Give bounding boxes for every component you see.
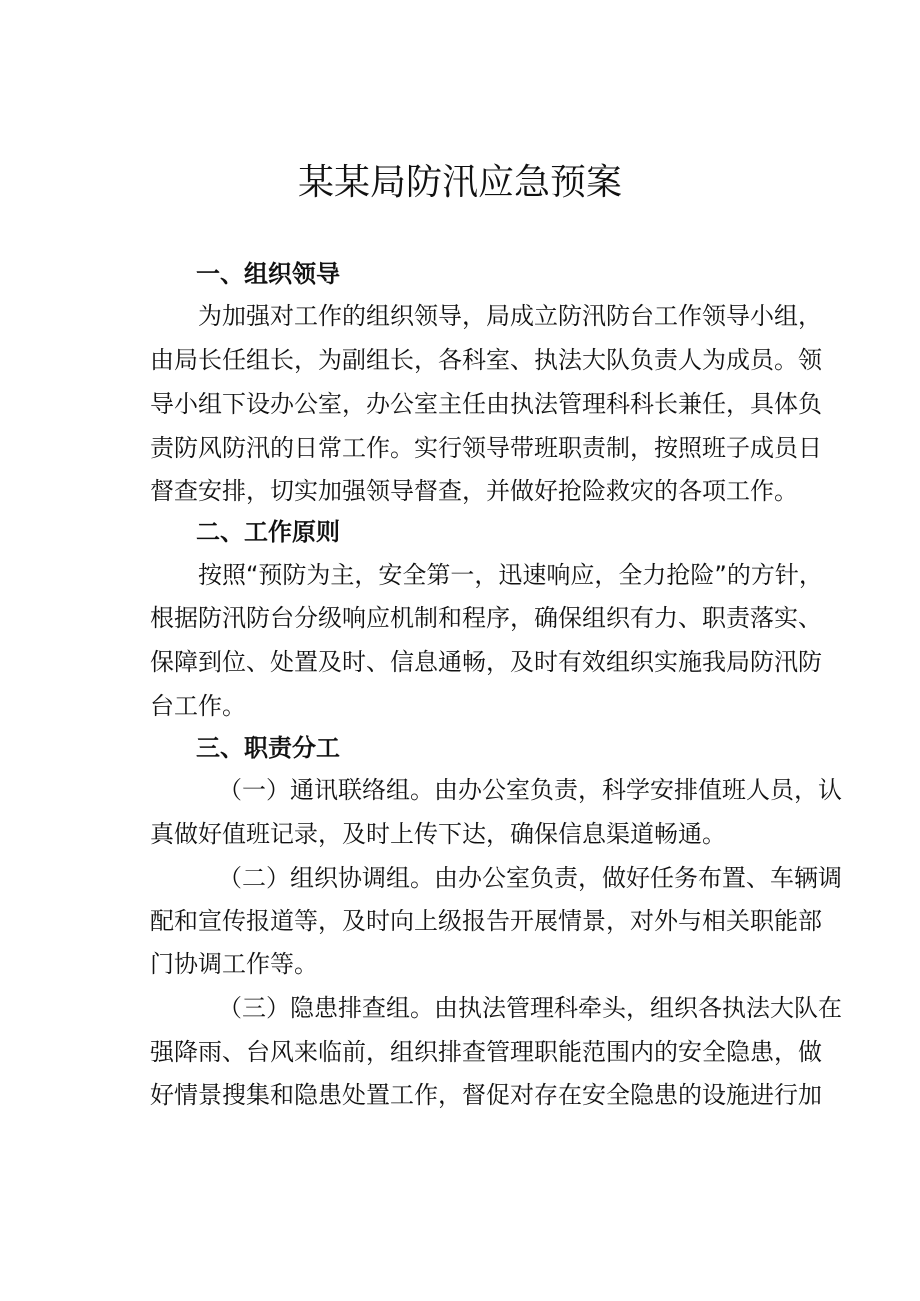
paragraph-line: 导小组下设办公室，办公室主任由执法管理科科长兼任，具体负 [150, 390, 822, 418]
paragraph-line: 好情景搜集和隐患处置工作，督促对存在安全隐患的设施进行加 [150, 1081, 822, 1109]
paragraph-line: 强降雨、台风来临前，组织排查管理职能范围内的安全隐患，做 [150, 1038, 822, 1066]
paragraph-line: 门协调工作等。 [150, 950, 318, 978]
paragraph-line: 保障到位、处置及时、信息通畅，及时有效组织实施我局防汛防 [150, 648, 822, 676]
paragraph-line: 真做好值班记录，及时上传下达，确保信息渠道畅通。 [150, 820, 726, 848]
section-heading-principles: 二、工作原则 [196, 518, 340, 546]
paragraph-line: 按照“预防为主，安全第一，迅速响应，全力抢险”的方针， [198, 561, 823, 589]
paragraph-line: 根据防汛防台分级响应机制和程序，确保组织有力、职责落实、 [150, 604, 822, 632]
paragraph-line: 责防风防汛的日常工作。实行领导带班职责制，按照班子成员日 [150, 434, 822, 462]
paragraph-line: （三）隐患排查组。由执法管理科牵头，组织各执法大队在 [218, 994, 842, 1022]
paragraph-line: 督查安排，切实加强领导督查，并做好抢险救灾的各项工作。 [150, 477, 798, 505]
paragraph-line: （一）通讯联络组。由办公室负责，科学安排值班人员，认 [218, 776, 842, 804]
document-title: 某某局防汛应急预案 [297, 162, 622, 203]
paragraph-line: 台工作。 [150, 692, 246, 720]
paragraph-line: 配和宣传报道等，及时向上级报告开展情景，对外与相关职能部 [150, 907, 822, 935]
paragraph-line: 为加强对工作的组织领导，局成立防汛防台工作领导小组， [198, 302, 822, 330]
paragraph-line: （二）组织协调组。由办公室负责，做好任务布置、车辆调 [218, 864, 842, 892]
section-heading-responsibilities: 三、职责分工 [196, 734, 340, 762]
paragraph-line: 由局长任组长，为副组长，各科室、执法大队负责人为成员。领 [150, 346, 822, 374]
section-heading-organization: 一、组织领导 [196, 260, 340, 288]
